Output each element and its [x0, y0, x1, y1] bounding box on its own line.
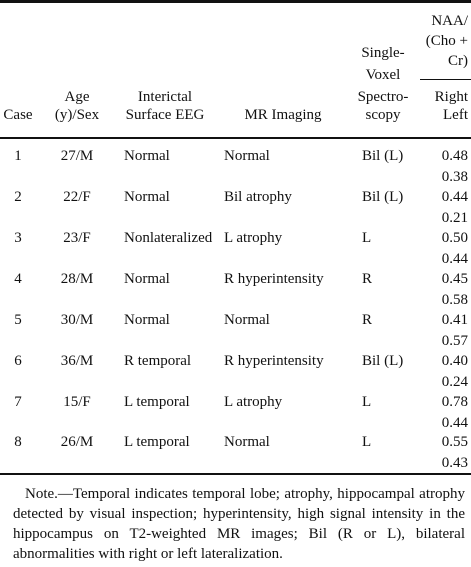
table-row	[0, 432, 471, 474]
cell-age-sex: 36/M	[60, 353, 94, 369]
table-row	[0, 146, 471, 188]
cell-svs: Bil (L)	[362, 353, 404, 369]
header-naa-line-3: Cr)	[448, 53, 468, 69]
cell-naa-left: 0.58	[441, 292, 468, 308]
cell-eeg: L temporal	[124, 394, 190, 410]
cell-mri: R hyperintensity	[224, 271, 324, 287]
cell-mri: L atrophy	[224, 394, 283, 410]
cell-naa-left: 0.38	[441, 169, 468, 185]
cell-case: 5	[14, 312, 22, 328]
cell-naa-right: 0.50	[441, 230, 468, 246]
cell-svs: L	[362, 394, 372, 410]
cell-naa-right: 0.41	[441, 312, 468, 328]
cell-age-sex: 22/F	[63, 189, 91, 205]
header-right: Right	[434, 89, 468, 105]
cell-naa-left: 0.57	[441, 333, 468, 349]
cell-mri: Bil atrophy	[224, 189, 292, 205]
table-row	[0, 269, 471, 311]
cell-svs: Bil (L)	[362, 148, 404, 164]
cell-age-sex: 15/F	[63, 394, 91, 410]
cell-naa-right: 0.55	[441, 434, 468, 450]
cell-mri: Normal	[224, 148, 270, 164]
cell-naa-right: 0.44	[441, 189, 468, 205]
cell-eeg: Nonlateralized	[124, 230, 213, 246]
bottom-rule	[0, 473, 471, 475]
top-rule	[0, 0, 471, 3]
cell-naa-right: 0.48	[441, 148, 468, 164]
table-row	[0, 310, 471, 352]
cell-case: 3	[14, 230, 22, 246]
cell-eeg: Normal	[124, 189, 170, 205]
header-naa-line-1: NAA/	[431, 13, 468, 29]
header-left: Left	[443, 107, 468, 123]
cell-naa-right: 0.78	[441, 394, 468, 410]
header-svs-line-4: scopy	[365, 107, 401, 123]
cell-eeg: Normal	[124, 271, 170, 287]
cell-svs: Bil (L)	[362, 189, 404, 205]
cell-case: 6	[14, 353, 22, 369]
header-naa-line-2: (Cho +	[425, 33, 468, 49]
cell-naa-right: 0.45	[441, 271, 468, 287]
cell-case: 2	[14, 189, 22, 205]
table-row	[0, 187, 471, 229]
cell-case: 4	[14, 271, 22, 287]
header-age-line-2: (y)/Sex	[54, 107, 100, 123]
cell-naa-left: 0.24	[441, 374, 468, 390]
table-row	[0, 392, 471, 434]
cell-mri: R hyperintensity	[224, 353, 324, 369]
cell-mri: L atrophy	[224, 230, 283, 246]
header-rule	[0, 137, 471, 139]
table-row	[0, 228, 471, 270]
cell-age-sex: 27/M	[60, 148, 94, 164]
header-case: Case	[3, 107, 33, 123]
cell-eeg: R temporal	[124, 353, 192, 369]
cell-naa-left: 0.21	[441, 210, 468, 226]
cell-eeg: Normal	[124, 312, 170, 328]
cell-naa-right: 0.40	[441, 353, 468, 369]
cell-case: 8	[14, 434, 22, 450]
cell-age-sex: 28/M	[60, 271, 94, 287]
header-svs-line-3: Spectro-	[357, 89, 409, 105]
header-svs-line-1: Single-	[361, 45, 405, 61]
cell-svs: R	[362, 271, 373, 287]
cell-mri: Normal	[224, 434, 270, 450]
cell-age-sex: 26/M	[60, 434, 94, 450]
cell-naa-left: 0.44	[441, 415, 468, 431]
header-age-line-1: Age	[64, 89, 90, 105]
naa-underline	[420, 79, 471, 80]
cell-eeg: Normal	[124, 148, 170, 164]
cell-naa-left: 0.43	[441, 455, 468, 471]
cell-svs: R	[362, 312, 373, 328]
header-mri: MR Imaging	[244, 107, 322, 123]
header-eeg-line-2: Surface EEG	[125, 107, 205, 123]
cell-eeg: L temporal	[124, 434, 190, 450]
header-svs-line-2: Voxel	[365, 67, 401, 83]
cell-case: 1	[14, 148, 22, 164]
cell-age-sex: 23/F	[63, 230, 91, 246]
cell-mri: Normal	[224, 312, 270, 328]
cell-age-sex: 30/M	[60, 312, 94, 328]
table-note: Note.—Temporal indicates temporal lobe; atrophy, hippocampal atrophy detected by visual inspection; hyperintensity, high signal intensity in the hippocampus on T2-weighted MR images; Bil (R or L), bilateral abnormalities with right or left lateralization.	[13, 486, 465, 562]
cell-naa-left: 0.44	[441, 251, 468, 267]
header-eeg-line-1: Interictal	[137, 89, 193, 105]
cell-case: 7	[14, 394, 22, 410]
cell-svs: L	[362, 434, 372, 450]
cell-svs: L	[362, 230, 372, 246]
table-row	[0, 351, 471, 393]
